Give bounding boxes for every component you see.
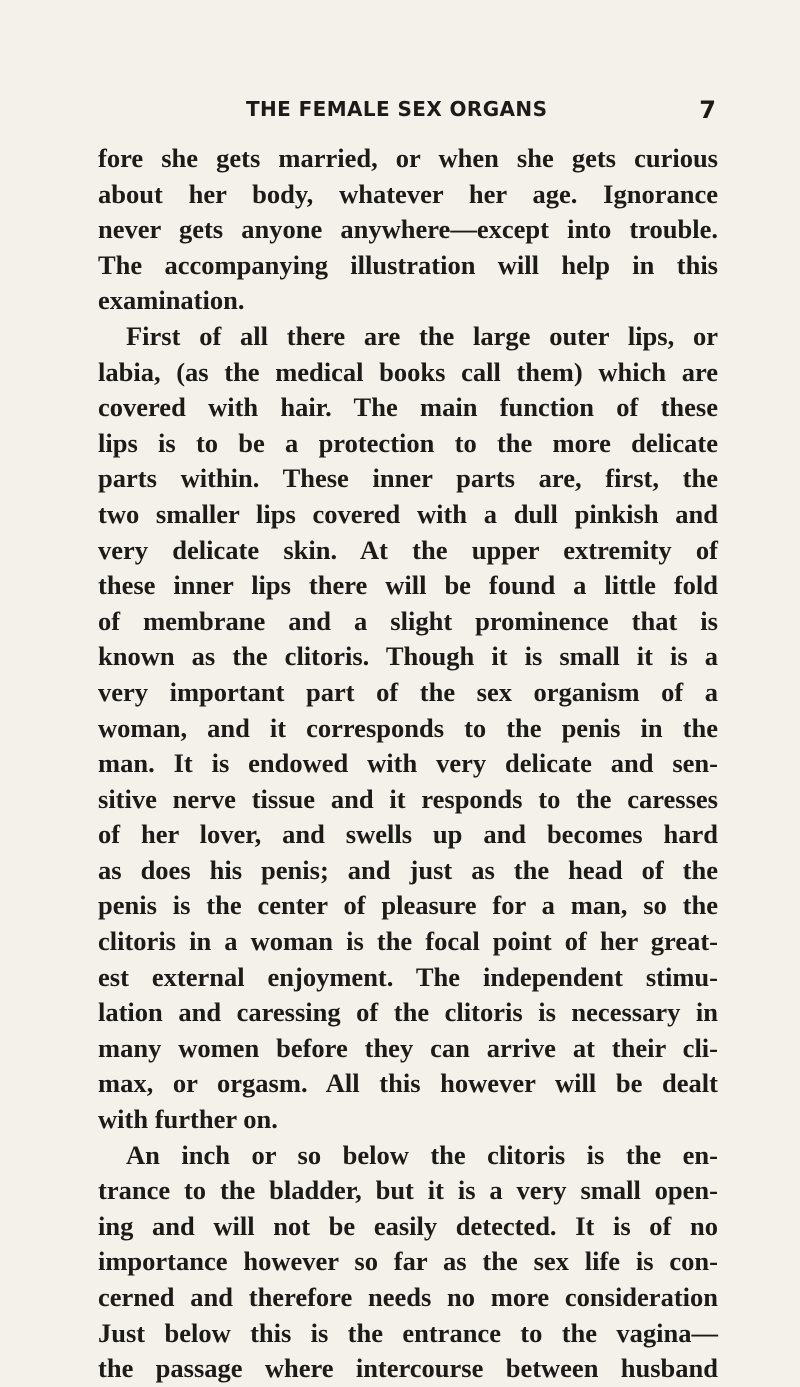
text-line: very delicate skin. At the upper extremity of	[98, 534, 718, 565]
text-line: parts within. These inner parts are, first, the	[98, 463, 718, 494]
text-line: est external enjoyment. The independent stimu-	[98, 961, 718, 992]
text-line: sitive nerve tissue and it responds to the caresses	[98, 783, 718, 814]
text-line: lips is to be a protection to the more delicate	[98, 427, 718, 458]
text-line: An inch or so below the clitoris is the en-	[126, 1139, 718, 1170]
text-line: never gets anyone anywhere—except into trouble.	[98, 214, 718, 245]
running-head	[98, 97, 716, 129]
text-line: trance to the bladder, but it is a very small open-	[98, 1175, 718, 1206]
text-line: First of all there are the large outer lips, or	[126, 320, 718, 351]
text-line: penis is the center of pleasure for a man, so the	[98, 890, 718, 921]
text-line: as does his penis; and just as the head of the	[98, 854, 718, 885]
text-line: the passage where intercourse between husband	[98, 1353, 718, 1384]
text-line: clitoris in a woman is the focal point of her great-	[98, 926, 718, 957]
text-line: man. It is endowed with very delicate and sen-	[98, 748, 718, 779]
text-line: many women before they can arrive at their cli-	[98, 1032, 718, 1063]
text-line: lation and caressing of the clitoris is necessary in	[98, 997, 718, 1028]
text-line: of her lover, and swells up and becomes hard	[98, 819, 718, 850]
text-line: examination.	[98, 285, 245, 316]
text-line: these inner lips there will be found a little fold	[98, 570, 718, 601]
text-line: about her body, whatever her age. Ignorance	[98, 178, 718, 209]
text-line: labia, (as the medical books call them) which are	[98, 356, 718, 387]
text-line: cerned and therefore needs no more consideration	[98, 1282, 718, 1312]
body-text	[98, 141, 718, 1387]
text-line: ing and will not be easily detected. It is of no	[98, 1210, 718, 1241]
text-line: woman, and it corresponds to the penis in the	[98, 712, 718, 743]
text-line: max, or orgasm. All this however will be dealt	[98, 1068, 718, 1099]
text-line: of membrane and a slight prominence that is	[98, 605, 718, 636]
running-title: THE FEMALE SEX ORGANS	[246, 97, 548, 121]
page-number: 7	[699, 96, 716, 124]
text-line: The accompanying illustration will help in this	[98, 249, 718, 280]
text-line: with further on.	[98, 1104, 278, 1135]
text-line: fore she gets married, or when she gets curious	[98, 143, 718, 173]
text-line: covered with hair. The main function of these	[98, 392, 718, 423]
text-line: two smaller lips covered with a dull pinkish and	[98, 498, 718, 529]
text-line: Just below this is the entrance to the vagina—	[98, 1317, 718, 1348]
text-line: known as the clitoris. Though it is small it is a	[98, 641, 718, 672]
text-line: very important part of the sex organism of a	[98, 676, 718, 707]
text-line: importance however so far as the sex life is con-	[98, 1246, 718, 1277]
